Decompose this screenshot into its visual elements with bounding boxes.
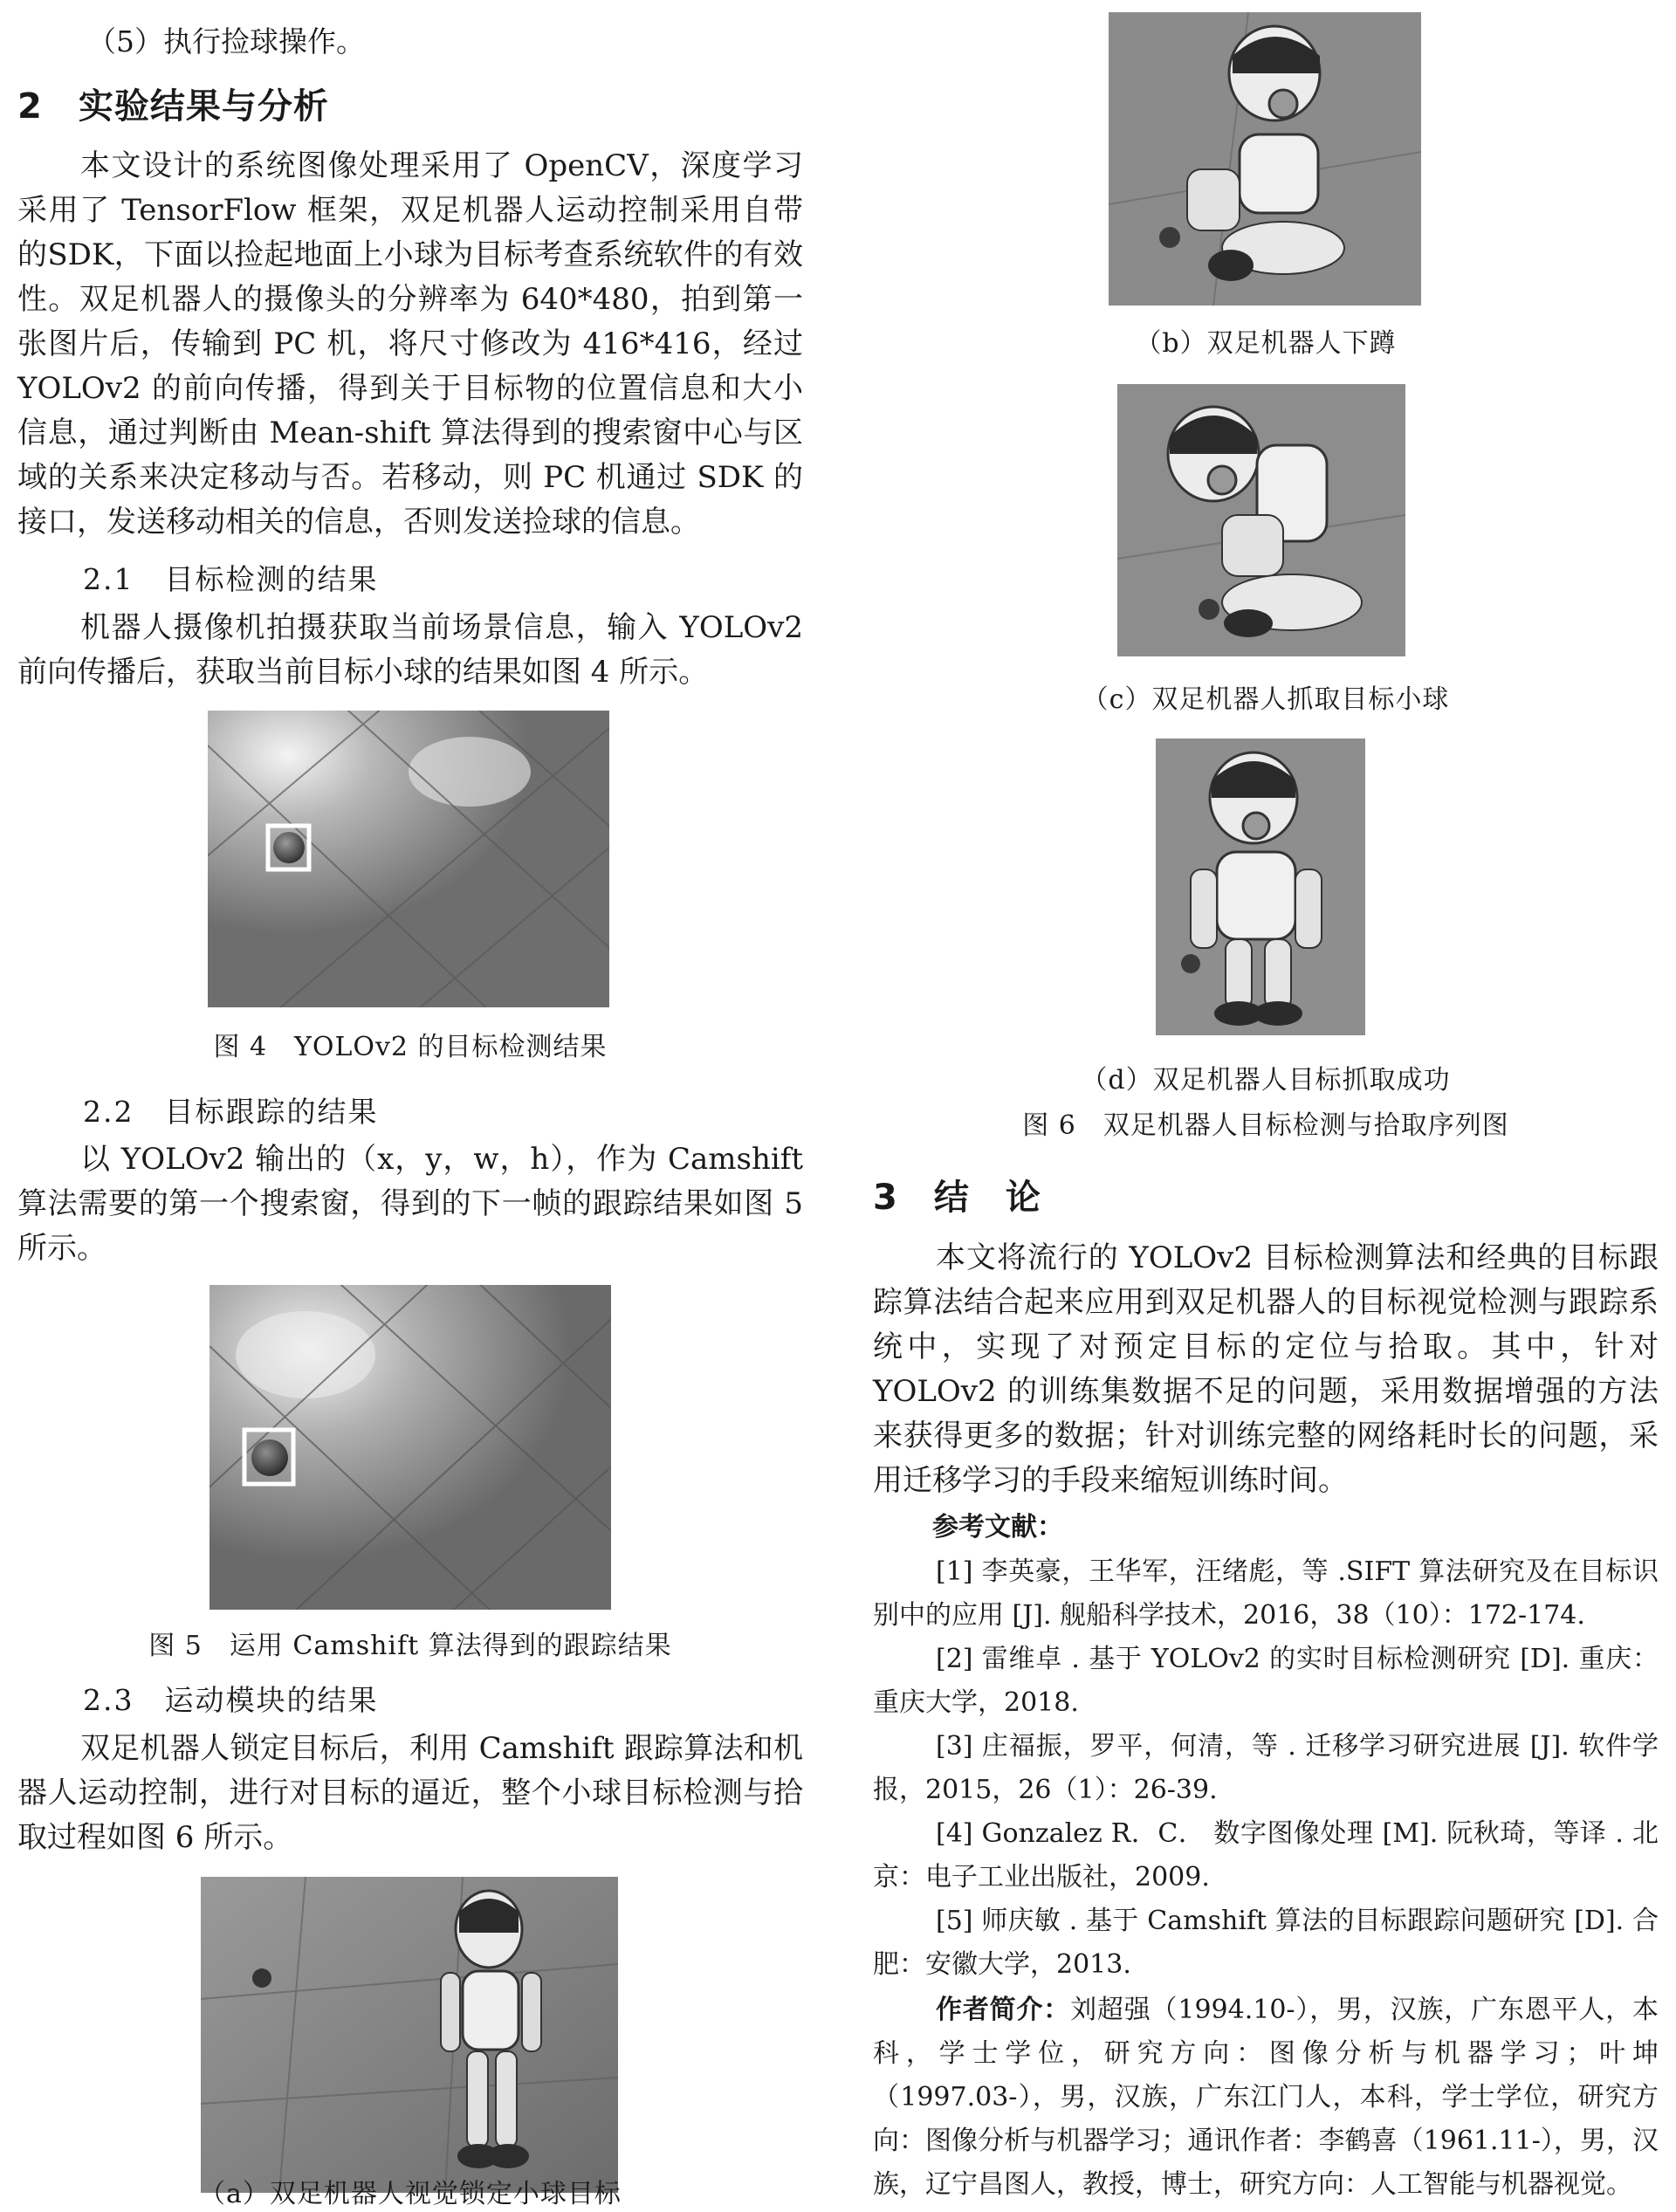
reference-item: [3] 庄福振，罗平，何清，等 . 迁移学习研究进展 [J]. 软件学报，2015，26（1）：26-39. <box>873 1731 1659 1805</box>
ball-target <box>273 832 305 863</box>
author-bio-label: 作者简介： <box>936 1995 1071 2025</box>
author-bio <box>873 1989 1659 2207</box>
section-3-heading: 3 结 论 <box>873 1178 1041 1218</box>
section-2-1-heading: 2.1 目标检测的结果 <box>83 562 379 596</box>
figure-6c-caption: （c）双足机器人抓取目标小球 <box>1082 684 1450 715</box>
section-2-3-paragraph: 双足机器人锁定目标后，利用 Camshift 跟踪算法和机器人运动控制，进行对目标的逼近，整个小球目标检测与拾取过程如图 6 所示。 <box>17 1731 803 1855</box>
figure-5-caption: 图 5 运用 Camshift 算法得到的跟踪结果 <box>148 1631 672 1661</box>
section-2-paragraph: 本文设计的系统图像处理采用了 OpenCV，深度学习采用了 TensorFlow 框架，双足机器人运动控制采用自带的SDK，下面以捡起地面上小球为目标考查系统软件的有效性。双足机器人的摄像头的分辨率为 640*480，拍到第一张图片后，传输到 PC 机，将尺寸修改为 416*416，经过 YOLOv2 的前向传播，得到关于目标物的位置信息和大小信息，通过判断由 Mean-shift 算法得到的搜索窗中心与区域的关系来决定移动与否。若移动，则 PC 机通过 SDK 的接口，发送移动相关的信息，否则发送捡球的信息。 <box>17 148 803 539</box>
figure-6d-image <box>1156 738 1365 1035</box>
section-2-heading: 2 实验结果与分析 <box>17 86 329 127</box>
section-2-1-paragraph: 机器人摄像机拍摄获取当前场景信息，输入 YOLOv2 前向传播后，获取当前目标小球的结果如图 4 所示。 <box>17 610 803 690</box>
reference-item: [1] 李英豪，王华军，汪绪彪，等 .SIFT 算法研究及在目标识别中的应用 [J]. 舰船科学技术，2016，38（10）：172-174. <box>873 1556 1659 1631</box>
references-list <box>873 1550 1659 1987</box>
figure-6c-image <box>1117 384 1405 656</box>
author-bio-text: 刘超强（1994.10-），男，汉族，广东恩平人，本科，学士学位，研究方向：图像分析与机器学习；叶坤（1997.03-），男，汉族，广东江门人，本科，学士学位，研究方向：图像分析与机器学习；通讯作者：李鹤喜（1961.11-），男，汉族，辽宁昌图人，教授，博士，研究方向：人工智能与机器视觉。 <box>873 1995 1659 2200</box>
references-heading: 参考文献： <box>932 1512 1063 1542</box>
section-2-2-paragraph: 以 YOLOv2 输出的（x，y，w，h），作为 Camshift 算法需要的第一个搜索窗，得到的下一帧的跟踪结果如图 5 所示。 <box>17 1142 803 1266</box>
figure-5-image <box>210 1285 611 1610</box>
figure-6-caption: 图 6 双足机器人目标检测与拾取序列图 <box>1022 1110 1509 1141</box>
figure-6b-caption: （b）双足机器人下蹲 <box>1135 328 1397 359</box>
section-2-3-heading: 2.3 运动模块的结果 <box>83 1683 379 1717</box>
ball-target <box>251 1439 288 1476</box>
section-3-paragraph: 本文将流行的 YOLOv2 目标检测算法和经典的目标跟踪算法结合起来应用到双足机器人的目标视觉检测与跟踪系统中，实现了对预定目标的定位与拾取。其中，针对 YOLOv2 的训练集数据不足的问题，采用数据增强的方法来获得更多的数据；针对训练完整的网络耗时长的问题，采用迁移学习的手段来缩短训练时间。 <box>873 1240 1659 1498</box>
figure-6a-caption: （a）双足机器人视觉锁定小球目标 <box>199 2179 622 2209</box>
figure-4-caption: 图 4 YOLOv2 的目标检测结果 <box>213 1032 608 1062</box>
section-2-2-heading: 2.2 目标跟踪的结果 <box>83 1095 379 1129</box>
reference-item: [2] 雷维卓 . 基于 YOLOv2 的实时目标检测研究 [D]. 重庆：重庆大学，2018. <box>873 1644 1659 1718</box>
figure-6b-image <box>1109 12 1421 306</box>
reference-item: [5] 师庆敏 . 基于 Camshift 算法的目标跟踪问题研究 [D]. 合肥：安徽大学，2013. <box>873 1906 1659 1980</box>
figure-4-image <box>208 711 609 1007</box>
step-5-text: （5）执行捡球操作。 <box>87 24 365 58</box>
ball-target <box>252 1968 271 1988</box>
reference-item: [4] Gonzalez R．C． 数字图像处理 [M]. 阮秋琦，等译 . 北京：电子工业出版社，2009. <box>873 1818 1659 1893</box>
figure-6d-caption: （d）双足机器人目标抓取成功 <box>1081 1065 1451 1096</box>
figure-6a-image <box>201 1877 618 2193</box>
